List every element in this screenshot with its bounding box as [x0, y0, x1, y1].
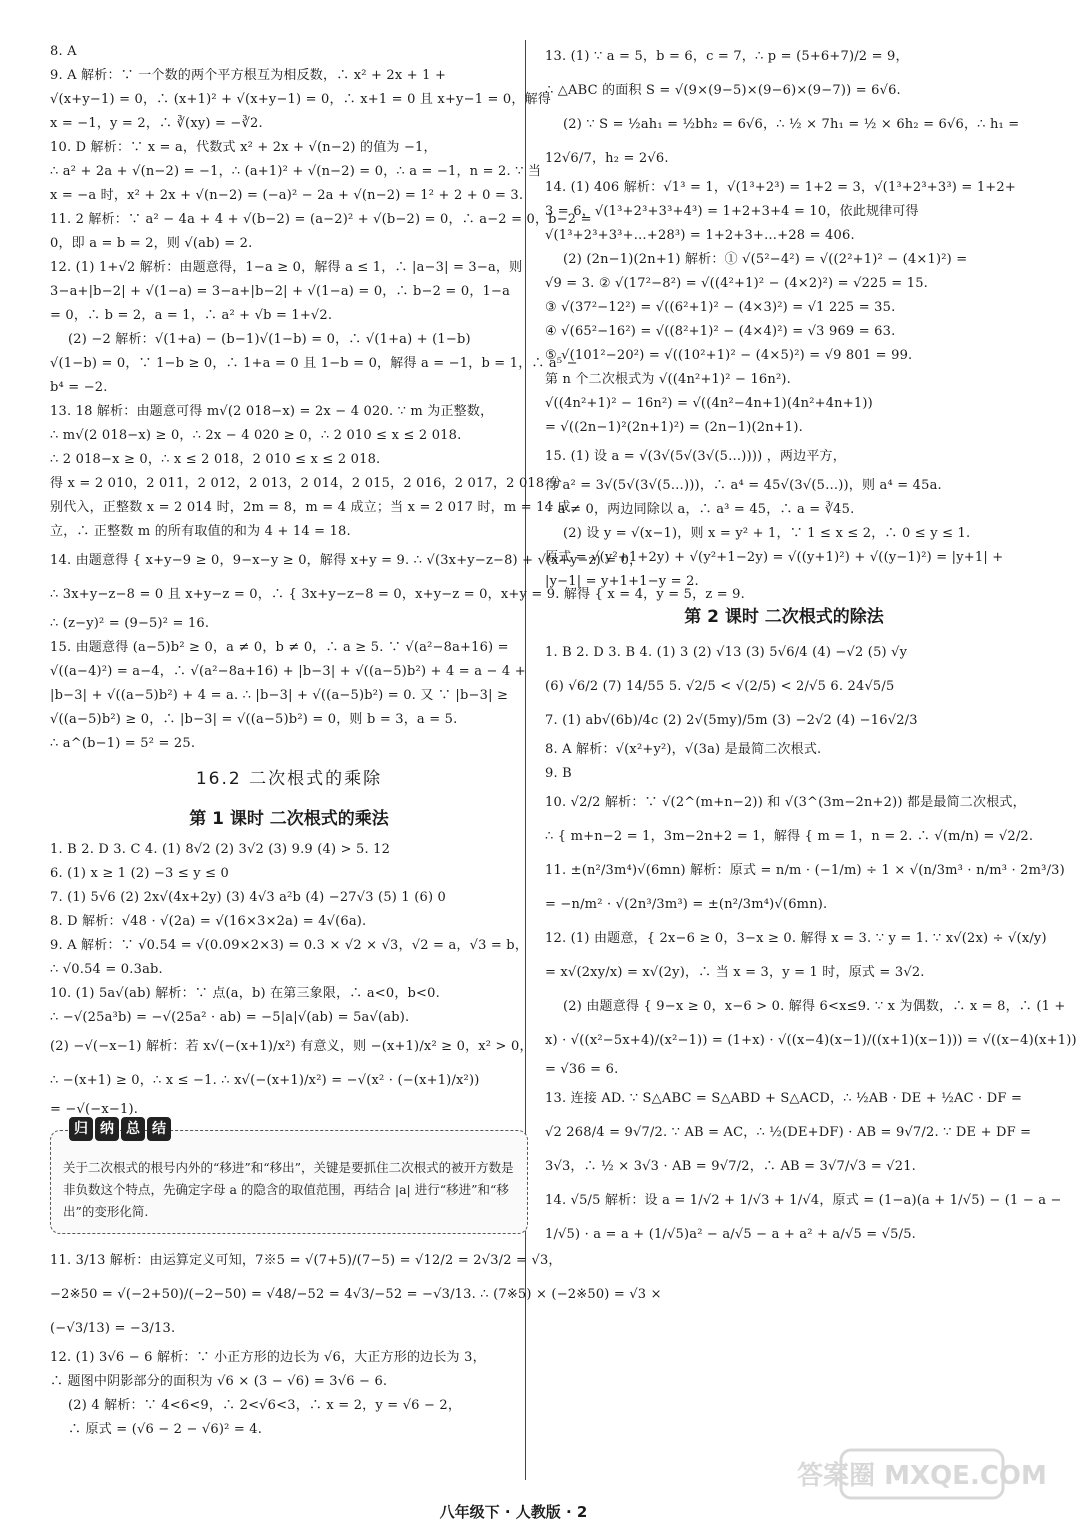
answer-line: = −√(−x−1).: [50, 1102, 139, 1117]
answer-line: 13. (1) ∵ a = 5，b = 6，c = 7，∴ p = (5+6+7)/2 = 9，: [545, 49, 909, 64]
answer-line: = √36 = 6.: [545, 1062, 619, 1077]
answer-block-13-15: [545, 40, 1023, 594]
answer-line: b⁴ = −2.: [50, 380, 108, 395]
answer-line: x = −1，y = 2，∴ ∛(xy) = −∛2.: [50, 116, 263, 131]
answer-line: 14. √5/5 解析：设 a = 1/√2 + 1/√3 + 1/√4，原式 = (1−a)(a + 1/√5) − (1 − a −: [545, 1193, 1062, 1208]
answer-line: 7. (1) ab√(6b)/4c (2) 2√(5my)/5m (3) −2√2 (4) −16√2/3: [545, 713, 918, 728]
answer-line: 3−a+|b−2| + √(1−a) = 3−a+|b−2| + √(1−a) = 0，∴ b−2 = 0，1−a: [50, 284, 511, 299]
answer-line: 15. (1) 设 a = √(3√(5√(3√(5…)))) ，两边平方，: [545, 449, 846, 464]
page-footer: 八年级下 · 人教版 · 2: [439, 1503, 588, 1521]
answer-line: 3√3，∴ ½ × 3√3 · AB = 9√7/2，∴ AB = 3√7/√3 = √21.: [545, 1159, 917, 1174]
summary-tag-char: 纳: [95, 1117, 119, 1141]
answer-line: 11. ±(n²/3m⁴)√(6mn) 解析：原式 = n/m · (−1/m) ÷ 1 × √(n/3m³ · n/m³ · 2m³/3): [545, 863, 1065, 878]
answer-line: 13. 连接 AD. ∵ S△ABC = S△ABD + S△ACD，∴ ½AB · DE + ½AC · DF =: [545, 1091, 1023, 1106]
answer-line: √((a−5)b²) ≥ 0，∴ |b−3| = √((a−5)b²) = 0，则 b = 3，a = 5.: [50, 712, 458, 727]
answer-line: (2) 4 解析：∵ 4<6<9，∴ 2<√6<3，∴ x = 2，y = √6 − 2，: [68, 1398, 462, 1413]
answer-line: ∴ 原式 = (√6 − 2 − √6)² = 4.: [68, 1422, 263, 1437]
answer-line: ∴ −(x+1) ≥ 0，∴ x ≤ −1. ∴ x√(−(x+1)/x²) = −√(x² · (−(x+1)/x²)): [50, 1073, 480, 1088]
answer-line: ⑤ √(101²−20²) = √((10²+1)² − (4×5)²) = √9 801 = 99.: [545, 348, 913, 363]
lesson-2-answers: [545, 636, 1077, 1252]
watermark-text: 答案圈 MXQE.COM: [797, 1461, 1047, 1491]
answer-line: √((4n²+1)² − 16n²) = √((4n²−4n+1)(4n²+4n+1)): [545, 396, 873, 411]
answer-line: √2 268/4 = 9√7/2. ∵ AB = AC，∴ ½(DE+DF) · AB = 9√7/2. ∵ DE + DF =: [545, 1125, 1032, 1140]
summary-text: 关于二次根式的根号内外的“移进”和“移出”，关键是要抓住二次根式的被开方数是非负数这个特点，先确定字母 a 的隐含的取值范围，再结合 |a| 进行“移进”和“移出”的变形化简.: [63, 1160, 514, 1219]
answer-line: x = −a 时，x² + 2x + √(n−2) = (−a)² − 2a + √(n−2) = 1² + 2 + 0 = 3.: [50, 188, 524, 203]
answer-line: 1. B 2. D 3. C 4. (1) 8√2 (2) 3√2 (3) 9.9 (4) > 5. 12: [50, 842, 391, 857]
answer-line: ③ √(37²−12²) = √((6²+1)² − (4×3)²) = √1 225 = 35.: [545, 300, 896, 315]
answer-line: 8. A: [50, 44, 77, 59]
answer-line: 12√6/7，h₂ = 2√6.: [545, 151, 669, 166]
answer-line: = √((2n−1)²(2n+1)²) = (2n−1)(2n+1).: [545, 420, 803, 435]
answer-line: ∴ √0.54 = 0.3ab.: [50, 962, 163, 977]
summary-tag-char: 总: [121, 1117, 145, 1141]
answer-line: 10. (1) 5a√(ab) 解析：∵ 点(a，b) 在第三象限，∴ a<0，b<0.: [50, 986, 440, 1001]
answer-line: ∴ { m+n−2 = 1，3m−2n+2 = 1，解得 { m = 1，n = 2. ∴ √(m/n) = √2/2.: [545, 829, 1034, 844]
answer-line: 3 = 6，√(1³+2³+3³+4³) = 1+2+3+4 = 10，依此规律可得: [545, 204, 919, 219]
answer-line: 14. 由题意得 { x+y−9 ≥ 0，9−x−y ≥ 0，解得 x+y = 9. ∴ √(3x+y−z−8) + √(x+y−z) = 0，: [50, 553, 643, 568]
answer-line: 10. D 解析：∵ x = a，代数式 x² + 2x + √(n−2) 的值为 −1，: [50, 140, 437, 155]
lesson-1-answers-cont: [50, 1244, 662, 1442]
answer-line: 9. A 解析：∵ 一个数的两个平方根互为相反数，∴ x² + 2x + 1 +: [50, 68, 447, 83]
answer-line: |b−3| + √((a−5)b²) + 4 = a. ∴ |b−3| + √((a−5)b²) = 0. 又 ∵ |b−3| ≥: [50, 688, 509, 703]
answer-line: = −n/m² · √(2n³/3m³) = ±(n²/3m⁴)√(6mn).: [545, 897, 828, 912]
answer-line: 别代入，正整数 x = 2 014 时，2m = 8，m = 4 成立；当 x = 2 017 时，m = 14 成: [50, 500, 571, 515]
answer-line: ∴ −√(25a³b) = −√(25a² · ab) = −5|a|√(ab) = 5a√(ab).: [50, 1010, 410, 1025]
answer-line: |y−1| = y+1+1−y = 2.: [545, 574, 699, 589]
answer-line: ∴ m√(2 018−x) ≥ 0，∴ 2x − 4 020 ≥ 0，∴ 2 010 ≤ x ≤ 2 018.: [50, 428, 462, 443]
answer-line: 14. (1) 406 解析：√1³ = 1，√(1³+2³) = 1+2 = 3，√(1³+2³+3³) = 1+2+: [545, 180, 1016, 195]
answer-line: x) · √((x²−5x+4)/(x²−1)) = (1+x) · √((x−4)(x−1)/((x+1)(x−1))) = √((x−4)(x+1)): [545, 1033, 1077, 1048]
answer-line: 第 n 个二次根式为 √((4n²+1)² − 16n²).: [545, 372, 791, 387]
answer-line: 8. A 解析：√(x²+y²)，√(3a) 是最简二次根式.: [545, 742, 822, 757]
lesson-1-heading: 第 1 课时 二次根式的乘法: [189, 809, 389, 829]
summary-box: [50, 1121, 528, 1234]
answer-line: 立，∴ 正整数 m 的所有取值的和为 4 + 14 = 18.: [50, 524, 351, 539]
answer-line: √9 = 3. ② √(17²−8²) = √((4²+1)² − (4×2)²) = √225 = 15.: [545, 276, 929, 291]
answer-line: 12. (1) 3√6 − 6 解析：∵ 小正方形的边长为 √6，大正方形的边长为 3，: [50, 1350, 486, 1365]
answer-line: 11. 3/13 解析：由运算定义可知，7※5 = √(7+5)/(7−5) = √12/2 = 2√3/2 = √3，: [50, 1253, 562, 1268]
right-column: [545, 40, 1077, 1252]
summary-tag-char: 结: [147, 1117, 171, 1141]
answer-line: √(1−b) = 0，∵ 1−b ≥ 0，∴ 1+a = 0 且 1−b = 0，解得 a = −1，b = 1，∴ a⁵ −: [50, 356, 578, 371]
answer-line: ④ √(65²−16²) = √((8²+1)² − (4×4)²) = √3 969 = 63.: [545, 324, 896, 339]
answer-line: 1. B 2. D 3. B 4. (1) 3 (2) √13 (3) 5√6/4 (4) −√2 (5) √y: [545, 645, 908, 660]
lesson-1-answers: [50, 838, 533, 1122]
answer-line: (2) (2n−1)(2n+1) 解析：① √(5²−4²) = √((2²+1)² − (4×1)²) =: [563, 252, 968, 267]
answer-line: (−√3/13) = −3/13.: [50, 1321, 176, 1336]
answer-line: 得 a² = 3√(5√(3√(5…)))，∴ a⁴ = 45√(3√(5…))，则 a⁴ = 45a.: [545, 478, 942, 493]
answer-line: (2) 由题意得 { 9−x ≥ 0，x−6 > 0. 解得 6<x≤9. ∵ x 为偶数，∴ x = 8，∴ (1 +: [563, 999, 1066, 1014]
lesson-2-heading: 第 2 课时 二次根式的除法: [684, 607, 884, 627]
answer-line: 原式 = √(y²+1+2y) + √(y²+1−2y) = √((y+1)²) + √((y−1)²) = |y+1| +: [545, 550, 1004, 565]
answer-line: 9. A 解析：∵ √0.54 = √(0.09×2×3) = 0.3 × √2 × √3，√2 = a，√3 = b，: [50, 938, 529, 953]
answer-line: √(x+y−1) = 0，∴ (x+1)² + √(x+y−1) = 0，∴ x+1 = 0 且 x+y−1 = 0，解得: [50, 92, 551, 107]
answer-line: ∴ a² + 2a + √(n−2) = −1，∴ (a+1)² + √(n−2) = 0，∴ a = −1，n = 2. ∵ 当: [50, 164, 542, 179]
answer-line: (2) ∵ S = ½ah₁ = ½bh₂ = 6√6，∴ ½ × 7h₁ = ½ × 6h₂ = 6√6，∴ h₁ =: [563, 117, 1020, 132]
answer-line: ∵ a ≠ 0，两边同除以 a，∴ a³ = 45，∴ a = ∛45.: [545, 502, 855, 517]
answer-line: (2) −2 解析：√(1+a) − (b−1)√(1−b) = 0，∴ √(1+a) + (1−b): [68, 332, 471, 347]
section-heading: 16.2 二次根式的乘除: [195, 769, 383, 789]
answer-line: 12. (1) 由题意，{ 2x−6 ≥ 0，3−x ≥ 0. 解得 x = 3. ∵ y = 1. ∵ x√(2x) ÷ √(x/y): [545, 931, 1047, 946]
answer-line: ∴ 3x+y−z−8 = 0 且 x+y−z = 0，∴ { 3x+y−z−8 = 0，x+y−z = 0，x+y = 9. 解得 { x = 4，y = 5，z = 9.: [50, 587, 745, 602]
answer-line: 得 x = 2 010，2 011，2 012，2 013，2 014，2 015，2 016，2 017，2 018 分: [50, 476, 562, 491]
summary-tag: [69, 1117, 171, 1141]
answer-line: 10. √2/2 解析：∵ √(2^(m+n−2)) 和 √(3^(3m−2n+2)) 都是最简二次根式，: [545, 795, 1026, 810]
answer-line: √((a−4)²) = a−4，∴ √(a²−8a+16) + |b−3| + √((a−5)b²) + 4 = a − 4 +: [50, 664, 526, 679]
answer-line: 15. 由题意得 (a−5)b² ≥ 0，a ≠ 0，b ≠ 0，∴ a ≥ 5. ∵ √(a²−8a+16) =: [50, 640, 509, 655]
answer-line: 11. 2 解析：∵ a² − 4a + 4 + √(b−2) = (a−2)² + √(b−2) = 0，∴ a−2 = 0，b−2 =: [50, 212, 592, 227]
answer-line: 12. (1) 1+√2 解析：由题意得，1−a ≥ 0，解得 a ≤ 1，∴ |a−3| = 3−a，则: [50, 260, 523, 275]
answer-line: (2) 设 y = √(x−1)，则 x = y² + 1，∵ 1 ≤ x ≤ 2，∴ 0 ≤ y ≤ 1.: [563, 526, 971, 541]
answer-line: (6) √6/2 (7) 14/55 5. √2/5 < √(2/5) < 2/√5 6. 24√5/5: [545, 679, 895, 694]
answer-line: 8. D 解析：√48 · √(2a) = √(16×3×2a) = 4√(6a).: [50, 914, 367, 929]
answer-line: 1/√5) · a = a + (1/√5)a² − a/√5 − a + a² + a/√5 = √5/5.: [545, 1227, 917, 1242]
answer-line: ∴ a^(b−1) = 5² = 25.: [50, 736, 196, 751]
answer-line: ∴ △ABC 的面积 S = √(9×(9−5)×(9−6)×(9−7)) = 6√6.: [545, 83, 901, 98]
answer-line: = 0，∴ b = 2，a = 1，∴ a² + √b = 1+√2.: [50, 308, 333, 323]
answer-line: −2※50 = √(−2+50)/(−2−50) = √48/−52 = 4√3/−52 = −√3/13. ∴ (7※5) × (−2※50) = √3 ×: [50, 1287, 662, 1302]
answer-line: ∴ 2 018−x ≥ 0，∴ x ≤ 2 018，2 010 ≤ x ≤ 2 018.: [50, 452, 381, 467]
answer-line: (2) −√(−x−1) 解析：若 x√(−(x+1)/x²) 有意义，则 −(x+1)/x² ≥ 0，x² > 0，: [50, 1039, 533, 1054]
answer-line: ∴ 题图中阴影部分的面积为 √6 × (3 − √6) = 3√6 − 6.: [50, 1374, 388, 1389]
watermark-logo: [797, 1446, 1047, 1526]
summary-tag-char: 归: [69, 1117, 93, 1141]
answer-line: 9. B: [545, 766, 572, 781]
answer-line: 13. 18 解析：由题意可得 m√(2 018−x) = 2x − 4 020. ∵ m 为正整数，: [50, 404, 494, 419]
answer-line: ∴ (z−y)² = (9−5)² = 16.: [50, 616, 210, 631]
answer-line: 6. (1) x ≥ 1 (2) −3 ≤ y ≤ 0: [50, 866, 230, 881]
answer-line: √(1³+2³+3³+…+28³) = 1+2+3+…+28 = 406.: [545, 228, 855, 243]
answer-line: 0，即 a = b = 2，则 √(ab) = 2.: [50, 236, 253, 251]
answer-line: = x√(2xy/x) = x√(2y)，∴ 当 x = 3，y = 1 时，原式 = 3√2.: [545, 965, 925, 980]
answer-line: 7. (1) 5√6 (2) 2x√(4x+2y) (3) 4√3 a²b (4) −27√3 (5) 1 (6) 0: [50, 890, 447, 905]
